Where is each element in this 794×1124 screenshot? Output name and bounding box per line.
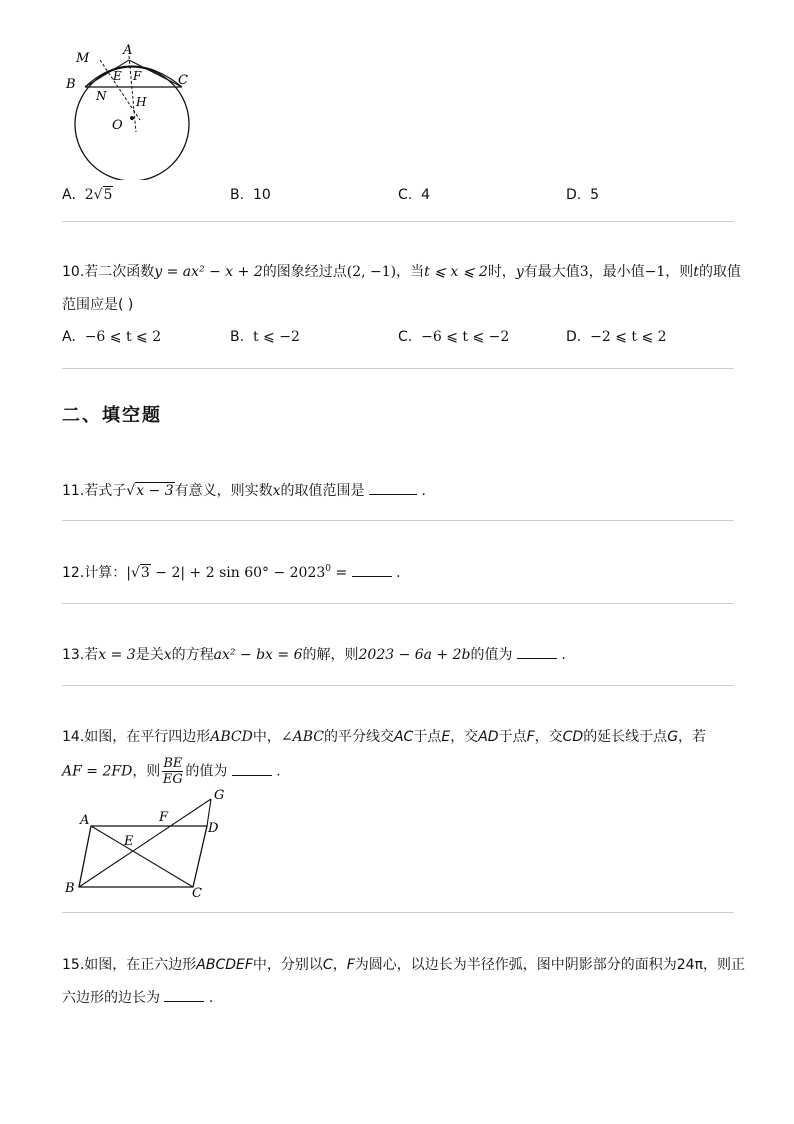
label-b: B [65, 881, 75, 896]
option-value: 4 [421, 187, 431, 203]
option-letter: A. [62, 187, 76, 203]
label-f: F [133, 69, 142, 83]
center-point-o [130, 116, 134, 120]
circle-figure [60, 40, 220, 180]
option-value: 5 [590, 187, 600, 203]
label-n: N [96, 89, 107, 103]
label-f: F [159, 810, 169, 825]
option-value: 10 [252, 187, 271, 203]
label-g: G [214, 788, 225, 803]
option-letter: C. [398, 187, 413, 203]
divider [62, 912, 734, 913]
q10-option-c: C. −6 ⩽ t ⩽ −2 [398, 329, 510, 345]
parallelogram-figure [60, 786, 230, 898]
option-letter: D. [566, 187, 582, 203]
label-b: B [66, 77, 76, 92]
question-10-text-line2: 范围应是( ) [62, 297, 134, 313]
answer-blank[interactable] [352, 564, 392, 577]
question-14-text-line2: AF = 2FD，则 $\frac{BE}{EG}$ 的值为 . [62, 756, 281, 787]
divider [62, 603, 734, 604]
answer-blank[interactable] [232, 763, 272, 776]
label-m: M [76, 51, 90, 66]
circle-outline [75, 67, 189, 180]
q9-option-b [230, 185, 271, 205]
bisector-bg [79, 799, 211, 887]
question-15-text: 15.如图，在正六边形ABCDEF中，分别以C，F为圆心，以边长为半径作弧，图中阴影部分的面积为24π，则正 [62, 957, 745, 973]
question-10-text: 10.若二次函数y = ax² − x + 2的图象经过点(2, −1)，当t ⩽ x ⩽ 2时，y有最大值3，最小值−1，则t的取值 [62, 264, 741, 280]
label-d: D [208, 821, 219, 836]
label-e: E [124, 834, 134, 849]
label-c: C [178, 73, 188, 88]
divider [62, 221, 734, 222]
label-a: A [80, 813, 90, 828]
question-13-text: 13.若x = 3是关x的方程ax² − bx = 6的解，则2023 − 6a + 2b的值为 . [62, 647, 566, 663]
answer-blank[interactable] [369, 482, 417, 495]
divider [62, 520, 734, 521]
label-a: A [123, 43, 133, 58]
label-h: H [136, 95, 147, 109]
question-14-text: 14.如图，在平行四边形ABCD中，∠ABC的平分线交AC于点E，交AD于点F，交CD的延长线于点G，若 [62, 729, 707, 745]
question-11-text: 11.若式子√x − 3有意义，则实数x的取值范围是 . [62, 483, 426, 499]
divider [62, 368, 734, 369]
answer-blank[interactable] [164, 989, 204, 1002]
q9-option-c [398, 185, 430, 205]
divider [62, 685, 734, 686]
q9-option-a [62, 185, 113, 205]
answer-blank[interactable] [517, 646, 557, 659]
q10-option-d: D. −2 ⩽ t ⩽ 2 [566, 329, 667, 345]
option-value: 2√5 [84, 187, 113, 203]
section-title: 二、填空题 [62, 405, 162, 426]
q10-option-a: A. −6 ⩽ t ⩽ 2 [62, 329, 162, 345]
q10-option-b: B. t ⩽ −2 [230, 329, 300, 345]
q9-option-d [566, 185, 599, 205]
question-12-text: 12.计算：|√3 − 2| + 2 $\sin 60^\circ - 2023^0$ = . [62, 564, 401, 581]
fraction: $\frac{BE}{EG}$ [162, 756, 183, 787]
label-e: E [113, 69, 122, 83]
line-ab [85, 60, 129, 87]
label-c: C [192, 886, 202, 898]
label-o: O [112, 118, 123, 133]
option-letter: B. [230, 187, 245, 203]
diagonal-ac [91, 826, 193, 887]
question-15-text-line2: 六边形的边长为 . [62, 990, 214, 1006]
